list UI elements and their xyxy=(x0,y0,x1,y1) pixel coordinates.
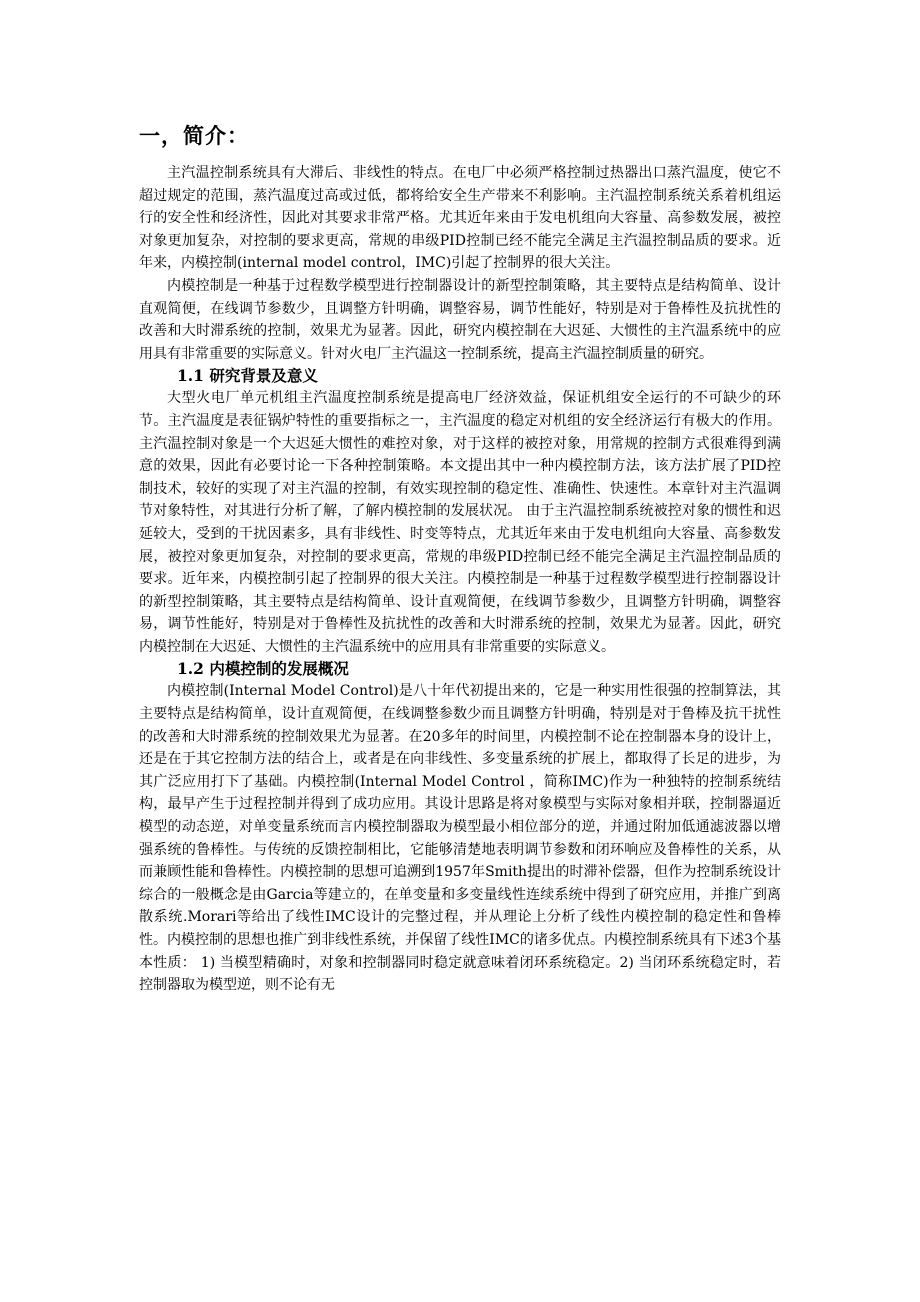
document-body xyxy=(139,122,781,997)
background-paragraph: 大型火电厂单元机组主汽温度控制系统是提高电厂经济效益，保证机组安全运行的不可缺少的环节。主汽温度是表征锅炉特性的重要指标之一，主汽温度的稳定对机组的安全经济运行有极大的作用。主汽温控制对象是一个大迟延大惯性的难控对象，对于这样的被控对象，用常规的控制方式很难得到满意的效果，因此有必要讨论一下各种控制策略。本文提出其中一种内模控制方法，该方法扩展了PID控制技术，较好的实现了对主汽温的控制，有效实现控制的稳定性、准确性、快速性。本章针对主汽温调节对象特性，对其进行分析了解，了解内模控制的发展状况。 由于主汽温控制系统被控对象的惯性和迟延较大，受到的干扰因素多，具有非线性、时变等特点，尤其近年来由于发电机组向大容量、高参数发展，被控对象更加复杂，对控制的要求更高，常规的串级PID控制已经不能完全满足主汽温控制品质的要求。近年来，内模控制引起了控制界的很大关注。内模控制是一种基于过程数学模型进行控制器设计的新型控制策略，其主要特点是结构简单、设计直观简便，在线调节参数少，且调整方针明确，调整容易，调节性能好，特别是对于鲁棒性及抗扰性的改善和大时滞系统的控制，效果尤为显著。因此，研究内模控制在大迟延、大惯性的主汽温系统中的应用具有非常重要的实际意义。 xyxy=(139,390,781,655)
intro-paragraph-1: 主汽温控制系统具有大滞后、非线性的特点。在电厂中必须严格控制过热器出口蒸汽温度，使它不超过规定的范围，蒸汽温度过高或过低，都将给安全生产带来不利影响。主汽温控制系统关系着机组运行的安全性和经济性，因此对其要求非常严格。尤其近年来由于发电机组向大容量、高参数发展，被控对象更加复杂，对控制的要求更高，常规的串级PID控制已经不能完全满足主汽温控制品质的要求。近年来，内模控制(internal model control，IMC)引起了控制界的很大关注。 xyxy=(139,165,781,272)
intro-paragraph-2: 内模控制是一种基于过程数学模型进行控制器设计的新型控制策略，其主要特点是结构简单、设计直观简便，在线调节参数少，且调整方针明确，调整容易，调节性能好，特别是对于鲁棒性及抗扰性的改善和大时滞系统的控制，效果尤为显著。因此，研究内模控制在大迟延、大惯性的主汽温系统中的应用具有非常重要的实际意义。针对火电厂主汽温这一控制系统，提高主汽温控制质量的研究。 xyxy=(139,277,781,362)
development-paragraph: 内模控制(Internal Model Control)是八十年代初提出来的，它是一种实用性很强的控制算法，其主要特点是结构简单，设计直观简便，在线调整参数少而且调整方针明确，特别是对于鲁棒及抗干扰性的改善和大时滞系统的控制效果尤为显著。在20多年的时间里，内模控制不论在控制器本身的设计上，还是在于其它控制方法的结合上，或者是在向非线性、多变量系统的扩展上，都取得了长足的进步，为其广泛应用打下了基础。内模控制(Internal Model Control ，简称IMC)作为一种独特的控制系统结构，最早产生于过程控制并得到了成功应用。其设计思路是将对象模型与实际对象相并联，控制器逼近模型的动态逆，对单变量系统而言内模控制器取为模型最小相位部分的逆，并通过附加低通滤波器以增强系统的鲁棒性。与传统的反馈控制相比，它能够清楚地表明调节参数和闭环响应及鲁棒性的关系，从而兼顾性能和鲁棒性。内模控制的思想可追溯到1957年Smith提出的时滞补偿器，但作为控制系统设计综合的一般概念是由Garcia等建立的，在单变量和多变量线性连续系统中得到了研究应用，并推广到离散系统.Morari等给出了线性IMC设计的完整过程，并从理论上分析了线性内模控制的稳定性和鲁棒性。内模控制的思想也推广到非线性系统，并保留了线性IMC的诸多优点。内模控制系统具有下述3个基本性质： 1) 当模型精确时，对象和控制器同时稳定就意味着闭环系统稳定。2) 当闭环系统稳定时，若控制器取为模型逆，则不论有无 xyxy=(139,683,781,994)
subsection-title-1-2: 1.2 内模控制的发展概况 xyxy=(177,659,349,679)
section-title: 一，简介： xyxy=(139,123,249,148)
subsection-title-1-1: 1.1 研究背景及意义 xyxy=(177,366,318,386)
